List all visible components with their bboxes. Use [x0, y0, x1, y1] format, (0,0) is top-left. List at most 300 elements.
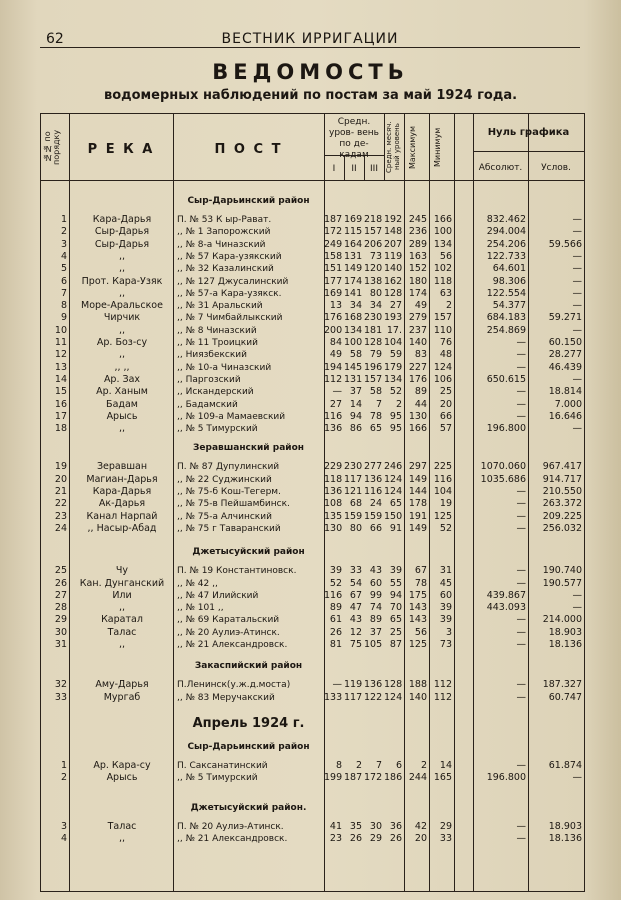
- cell-river: Каратал: [101, 614, 143, 626]
- cell-avg-month: 52: [389, 386, 402, 398]
- cell-absolute: —: [516, 398, 526, 410]
- cell-post: ,, № 5 Тимурский: [177, 773, 258, 784]
- cell-maximum: 178: [408, 498, 427, 510]
- running-header: [40, 31, 580, 48]
- cell-avg-month: 148: [384, 226, 402, 238]
- cell-post: ,, № 75-в Пейшамбинск.: [177, 499, 290, 510]
- cell-avg-month: 59: [389, 349, 402, 361]
- cell-number: 4: [60, 250, 67, 262]
- cell-decade-1: —: [332, 679, 342, 691]
- cell-maximum: 140: [408, 337, 427, 348]
- cell-decade-3: 122: [364, 691, 382, 703]
- cell-decade-2: 100: [344, 337, 362, 348]
- cell-conditional: 61.874: [548, 759, 582, 771]
- cell-minimum: 45: [439, 577, 452, 589]
- cell-river: ,,: [118, 832, 126, 844]
- cell-post: ,, № 42 ,,: [177, 578, 218, 589]
- cell-river: Арысь: [106, 410, 138, 422]
- cell-decade-3: 29: [369, 832, 382, 844]
- cell-absolute: 832.462: [486, 214, 526, 225]
- cell-avg-month: 65: [389, 614, 402, 626]
- cell-decade-3: 138: [364, 275, 382, 287]
- cell-decade-1: 26: [329, 626, 342, 638]
- cell-avg-month: 162: [384, 275, 402, 287]
- cell-decade-3: 66: [369, 522, 382, 534]
- cell-absolute: 196.800: [486, 423, 526, 435]
- cell-decade-1: 176: [324, 312, 342, 324]
- cell-conditional: 18.814: [548, 386, 582, 398]
- cell-absolute: 64.601: [492, 263, 526, 275]
- cell-post: ,, № 11 Троицкий: [177, 338, 258, 348]
- cell-decade-1: 116: [324, 410, 342, 422]
- section-heading: Джетысуйский район: [192, 547, 305, 558]
- cell-avg-month: 91: [389, 522, 402, 534]
- cell-river: Магиан-Дарья: [86, 473, 158, 485]
- section-heading: Закаспийский район: [194, 661, 303, 672]
- cell-minimum: 14: [439, 759, 452, 771]
- cell-conditional: —: [572, 324, 582, 336]
- header-minimum: Минимум: [433, 127, 442, 167]
- cell-river: Сыр-Дарья: [94, 226, 150, 238]
- cell-maximum: 83: [414, 349, 427, 361]
- cell-decade-1: 249: [324, 238, 342, 250]
- header-bottom-rule: [41, 180, 584, 181]
- cell-conditional: —: [572, 275, 582, 287]
- cell-decade-3: 277: [364, 461, 382, 473]
- cell-river: ,,: [118, 602, 126, 614]
- cell-avg-month: 179: [384, 361, 402, 373]
- cell-river: Талас: [107, 820, 137, 832]
- cell-conditional: 190.577: [542, 577, 582, 589]
- cell-maximum: 297: [408, 461, 427, 473]
- cell-number: 11: [54, 337, 67, 348]
- cell-minimum: 104: [433, 486, 452, 497]
- cell-post: ,, № 47 Илийский: [177, 590, 259, 601]
- cell-decade-2: 141: [344, 287, 362, 299]
- cell-river: Мургаб: [103, 691, 141, 703]
- cell-number: 7: [60, 287, 67, 299]
- cell-decade-3: 157: [364, 373, 382, 385]
- cell-maximum: 144: [408, 486, 427, 497]
- cell-post: ,, № 101 ,,: [177, 603, 224, 614]
- cell-avg-month: 246: [384, 461, 402, 473]
- cell-decade-2: 169: [344, 214, 362, 225]
- cell-avg-month: 94: [389, 589, 402, 601]
- cell-avg-month: 119: [384, 250, 402, 262]
- cell-decade-2: 117: [344, 473, 362, 485]
- cell-river: Прот. Кара-Узяк: [81, 275, 163, 287]
- cell-maximum: 49: [414, 300, 427, 312]
- cell-decade-2: 33: [349, 565, 362, 577]
- header-number: №№ по порядку: [43, 129, 61, 165]
- cell-post: ,, Паргозский: [177, 374, 241, 385]
- cell-minimum: 66: [439, 410, 452, 422]
- cell-minimum: 112: [433, 691, 452, 703]
- cell-absolute: —: [516, 832, 526, 844]
- cell-decade-1: 187: [324, 214, 342, 225]
- cell-decade-1: 39: [329, 565, 342, 577]
- cell-river: Ар. Боз-су: [96, 337, 148, 348]
- cell-maximum: 227: [408, 361, 427, 373]
- cell-avg-month: 134: [384, 373, 402, 385]
- cell-decade-1: 158: [324, 250, 342, 262]
- cell-decade-2: 145: [344, 361, 362, 373]
- cell-avg-month: 2: [395, 398, 402, 410]
- cell-absolute: —: [516, 349, 526, 361]
- cell-decade-3: 79: [369, 349, 382, 361]
- cell-decade-3: 74: [369, 602, 382, 614]
- cell-avg-month: 17.: [386, 324, 402, 336]
- cell-minimum: 157: [433, 312, 452, 324]
- section-heading: Сыр-Дарьинский район: [187, 196, 310, 206]
- cell-decade-1: 135: [324, 510, 342, 522]
- cell-maximum: 2: [420, 759, 427, 771]
- cell-river: ,,: [118, 639, 126, 650]
- cell-decade-1: 136: [324, 486, 342, 497]
- cell-absolute: —: [516, 410, 526, 422]
- cell-decade-2: 168: [344, 312, 362, 324]
- cell-decade-3: 30: [369, 820, 382, 832]
- cell-number: 15: [54, 386, 67, 398]
- cell-maximum: 191: [408, 510, 427, 522]
- document-subtitle: водомерных наблюдений по постам за май 1924 года.: [103, 88, 518, 103]
- cell-avg-month: 39: [389, 565, 402, 577]
- cell-minimum: 102: [433, 263, 452, 275]
- cell-minimum: 76: [439, 337, 452, 348]
- cell-river: ,, ,,: [114, 361, 130, 373]
- cell-decade-1: 89: [329, 602, 342, 614]
- cell-decade-1: 136: [324, 423, 342, 435]
- cell-decade-2: 47: [349, 602, 362, 614]
- cell-conditional: —: [572, 772, 582, 784]
- cell-decade-2: 37: [349, 386, 362, 398]
- cell-maximum: 188: [408, 679, 427, 691]
- cell-number: 2: [60, 772, 67, 784]
- cell-post: П. № 20 Аулиэ-Атинск.: [177, 821, 284, 832]
- cell-decade-2: 75: [349, 639, 362, 650]
- cell-conditional: —: [572, 373, 582, 385]
- cell-number: 33: [54, 691, 67, 703]
- cell-decade-2: 94: [349, 410, 362, 422]
- cell-decade-2: 187: [344, 772, 362, 784]
- cell-maximum: 152: [408, 263, 427, 275]
- cell-number: 26: [54, 577, 67, 589]
- cell-avg-month: 55: [389, 577, 402, 589]
- header-decade-3: III: [370, 164, 378, 174]
- cell-avg-month: 65: [389, 498, 402, 510]
- header-decade-2: II: [351, 164, 357, 174]
- cell-post: ,, № 1 Запорожский: [177, 227, 271, 238]
- cell-minimum: 33: [439, 832, 452, 844]
- journal-title: ВЕСТНИК ИРРИГАЦИИ: [221, 31, 399, 47]
- cell-maximum: 125: [408, 639, 427, 650]
- cell-avg-month: 193: [384, 312, 402, 324]
- cell-decade-2: 149: [344, 263, 362, 275]
- observation-table: [40, 113, 585, 892]
- cell-post: ,, № 57-а Кара-узякск.: [177, 288, 282, 299]
- cell-decade-3: 128: [364, 337, 382, 348]
- cell-maximum: 20: [414, 832, 427, 844]
- cell-post: ,, Бадамский: [177, 399, 238, 410]
- cell-absolute: —: [516, 820, 526, 832]
- cell-avg-month: 192: [384, 214, 402, 225]
- cell-conditional: —: [572, 589, 582, 601]
- cell-minimum: 134: [433, 238, 452, 250]
- cell-conditional: 209.225: [542, 510, 582, 522]
- cell-conditional: 18.903: [548, 626, 582, 638]
- cell-number: 13: [54, 361, 67, 373]
- cell-conditional: 59.566: [548, 238, 582, 250]
- cell-avg-month: 186: [384, 772, 402, 784]
- cell-post: ,, № 21 Александровск.: [177, 640, 288, 650]
- cell-number: 32: [54, 679, 67, 691]
- cell-decade-2: 117: [344, 691, 362, 703]
- cell-decade-3: 37: [369, 626, 382, 638]
- section-heading: Сыр-Дарьинский район: [187, 741, 310, 752]
- cell-decade-3: 230: [364, 312, 382, 324]
- cell-post: ,, № 20 Аулиэ-Атинск.: [177, 627, 280, 638]
- header-absolute: Абсолют.: [478, 163, 523, 173]
- cell-decade-2: 174: [344, 275, 362, 287]
- cell-decade-2: 121: [344, 486, 362, 497]
- cell-decade-3: 58: [369, 386, 382, 398]
- cell-maximum: 89: [414, 386, 427, 398]
- cell-decade-3: 34: [369, 300, 382, 312]
- cell-minimum: 166: [433, 214, 452, 225]
- cell-post: П.Ленинск(у.ж.д.моста): [177, 680, 291, 691]
- cell-absolute: —: [516, 639, 526, 650]
- cell-number: 23: [54, 510, 67, 522]
- cell-minimum: 60: [439, 589, 452, 601]
- cell-absolute: —: [516, 626, 526, 638]
- cell-avg-month: 70: [389, 602, 402, 614]
- cell-minimum: 106: [433, 373, 452, 385]
- cell-decade-1: 116: [324, 589, 342, 601]
- cell-decade-2: 12: [349, 626, 362, 638]
- cell-river: ,,: [118, 250, 126, 262]
- cell-river: ,,: [118, 324, 126, 336]
- cell-absolute: 1070.060: [480, 461, 526, 473]
- cell-minimum: 63: [439, 287, 452, 299]
- cell-decade-2: 58: [349, 349, 362, 361]
- cell-post: ,, № 75 г Таваранский: [177, 523, 281, 534]
- cell-absolute: —: [516, 614, 526, 626]
- cell-absolute: —: [516, 679, 526, 691]
- cell-decade-1: 199: [324, 772, 342, 784]
- cell-minimum: 124: [433, 361, 452, 373]
- cell-absolute: 122.733: [486, 250, 526, 262]
- cell-absolute: —: [516, 361, 526, 373]
- header-zero-graph: Нуль графика: [487, 127, 570, 138]
- cell-decade-3: 43: [369, 565, 382, 577]
- cell-decade-2: 26: [349, 832, 362, 844]
- cell-decade-3: 105: [364, 639, 382, 650]
- cell-avg-month: 124: [384, 486, 402, 497]
- cell-decade-2: 86: [349, 423, 362, 435]
- section-heading: Джетысуйский район.: [190, 802, 307, 813]
- cell-decade-2: 159: [344, 510, 362, 522]
- cell-maximum: 143: [408, 614, 427, 626]
- header-inner-rule: [473, 151, 584, 152]
- cell-minimum: 225: [433, 461, 452, 473]
- cell-maximum: 175: [408, 589, 427, 601]
- cell-maximum: 163: [408, 250, 427, 262]
- cell-avg-month: 104: [384, 337, 402, 348]
- document-title: ВЕДОМОСТЬ: [212, 60, 409, 84]
- cell-post: ,, № 8-а Чиназский: [177, 239, 266, 250]
- cell-post: ,, № 31 Аральский: [177, 301, 263, 312]
- cell-absolute: —: [516, 577, 526, 589]
- cell-maximum: 237: [408, 324, 427, 336]
- cell-conditional: —: [572, 300, 582, 312]
- cell-absolute: —: [516, 510, 526, 522]
- cell-conditional: 7.000: [554, 398, 582, 410]
- cell-number: 2: [60, 226, 67, 238]
- cell-river: Ар. Кара-су: [93, 759, 151, 771]
- cell-post: ,, № 10-а Чиназский: [177, 362, 272, 373]
- cell-river: Талас: [107, 626, 137, 638]
- cell-number: 25: [54, 565, 67, 577]
- cell-post: П. № 53 К ыр-Рават.: [177, 215, 272, 225]
- cell-decade-3: 218: [364, 214, 382, 225]
- cell-minimum: 20: [439, 398, 452, 410]
- cell-number: 8: [60, 300, 67, 312]
- cell-number: 30: [54, 626, 67, 638]
- cell-river: ,,: [118, 349, 126, 361]
- header-conditional: Услов.: [541, 163, 571, 173]
- cell-post: ,, № 5 Тимурский: [177, 424, 258, 435]
- cell-minimum: 73: [439, 639, 452, 650]
- cell-conditional: —: [572, 423, 582, 435]
- cell-avg-month: 36: [389, 820, 402, 832]
- cell-absolute: 98.306: [492, 275, 526, 287]
- cell-post: ,, № 7 Чимбайлыкский: [177, 313, 283, 324]
- cell-maximum: 244: [408, 772, 427, 784]
- cell-minimum: 112: [433, 679, 452, 691]
- cell-decade-2: 43: [349, 614, 362, 626]
- cell-absolute: 1035.686: [480, 473, 526, 485]
- cell-decade-2: 54: [349, 577, 362, 589]
- cell-number: 16: [54, 398, 67, 410]
- cell-post: ,, № 32 Казалинский: [177, 264, 274, 275]
- cell-decade-2: 164: [344, 238, 362, 250]
- cell-number: 27: [54, 589, 67, 601]
- cell-river: Ар. Зах: [103, 373, 141, 385]
- cell-maximum: 289: [408, 238, 427, 250]
- cell-conditional: 210.550: [542, 486, 582, 497]
- cell-conditional: —: [572, 226, 582, 238]
- cell-maximum: 67: [414, 565, 427, 577]
- cell-minimum: 57: [439, 423, 452, 435]
- cell-decade-3: 136: [364, 679, 382, 691]
- cell-absolute: —: [516, 486, 526, 497]
- cell-absolute: 54.377: [492, 300, 526, 312]
- cell-maximum: 149: [408, 473, 427, 485]
- cell-conditional: —: [572, 287, 582, 299]
- cell-maximum: 149: [408, 522, 427, 534]
- cell-absolute: —: [516, 386, 526, 398]
- cell-conditional: 187.327: [542, 679, 582, 691]
- cell-maximum: 236: [408, 226, 427, 238]
- cell-absolute: 254.206: [486, 238, 526, 250]
- cell-decade-1: 13: [329, 300, 342, 312]
- cell-minimum: 39: [439, 614, 452, 626]
- cell-number: 18: [54, 423, 67, 435]
- cell-decade-3: 136: [364, 473, 382, 485]
- cell-decade-1: 172: [324, 226, 342, 238]
- cell-minimum: 56: [439, 250, 452, 262]
- cell-conditional: 18.903: [548, 820, 582, 832]
- cell-decade-2: 230: [344, 461, 362, 473]
- cell-river: ,,: [118, 263, 126, 275]
- cell-number: 6: [60, 275, 67, 287]
- cell-post: ,, № 75-а Алчинский: [177, 511, 272, 522]
- cell-post: ,, Ниязбекский: [177, 350, 248, 361]
- cell-post: ,, № 127 Джусалинский: [177, 276, 289, 287]
- cell-decade-3: 206: [364, 238, 382, 250]
- cell-avg-month: 124: [384, 691, 402, 703]
- cell-decade-1: 23: [329, 832, 342, 844]
- cell-minimum: 31: [439, 565, 452, 577]
- cell-decade-1: 81: [329, 639, 342, 650]
- cell-absolute: —: [516, 337, 526, 348]
- cell-river: Бадам: [106, 398, 138, 410]
- cell-decade-3: 78: [369, 410, 382, 422]
- cell-minimum: 19: [439, 498, 452, 510]
- column-rule: [173, 114, 174, 891]
- cell-absolute: —: [516, 522, 526, 534]
- cell-number: 1: [60, 759, 67, 771]
- cell-river: Кан. Дунганский: [79, 577, 165, 589]
- cell-decade-3: 172: [364, 772, 382, 784]
- cell-river: Зеравшан: [96, 461, 148, 473]
- cell-absolute: 196.800: [486, 772, 526, 784]
- cell-number: 10: [54, 324, 67, 336]
- cell-number: 28: [54, 602, 67, 614]
- cell-maximum: 174: [408, 287, 427, 299]
- cell-conditional: 914.717: [542, 473, 582, 485]
- cell-number: 9: [60, 312, 67, 324]
- cell-maximum: 279: [408, 312, 427, 324]
- cell-post: ,, № 83 Меручакский: [177, 692, 275, 703]
- cell-avg-month: 207: [384, 238, 402, 250]
- cell-number: 24: [54, 522, 67, 534]
- cell-decade-3: 73: [369, 250, 382, 262]
- cell-decade-2: 131: [344, 250, 362, 262]
- cell-decade-1: 133: [324, 691, 342, 703]
- cell-decade-2: 80: [349, 522, 362, 534]
- cell-maximum: 140: [408, 691, 427, 703]
- cell-river: Арысь: [106, 772, 138, 784]
- cell-post: ,, Искандерский: [177, 387, 254, 398]
- page-number: 62: [46, 31, 64, 47]
- cell-avg-month: 128: [384, 679, 402, 691]
- cell-number: 31: [54, 639, 67, 650]
- section-heading: Зеравшанский район: [193, 443, 304, 454]
- header-maximum: Максимум: [408, 125, 417, 169]
- cell-conditional: 28.277: [548, 349, 582, 361]
- cell-decade-1: 27: [329, 398, 342, 410]
- cell-post: ,, № 22 Суджинский: [177, 474, 272, 485]
- cell-conditional: 60.747: [548, 691, 582, 703]
- cell-decade-1: 49: [329, 349, 342, 361]
- cell-post: П. № 87 Дупулинский: [177, 462, 280, 473]
- cell-maximum: 42: [414, 820, 427, 832]
- cell-river: Ак-Дарья: [98, 498, 146, 510]
- cell-decade-2: 35: [349, 820, 362, 832]
- cell-absolute: 294.004: [486, 226, 526, 238]
- cell-decade-3: 7: [375, 398, 382, 410]
